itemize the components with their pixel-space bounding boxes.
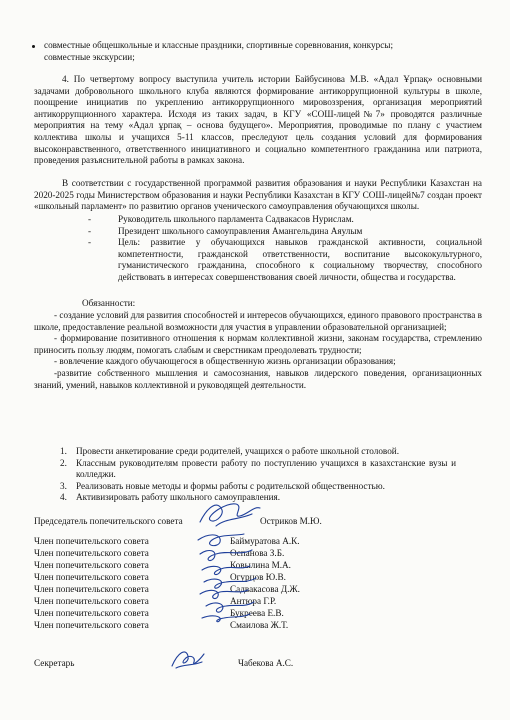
signature-secretary-icon — [168, 646, 208, 672]
duty-item: - создание условий для развития способностей и интересов обучающихся, единого правового пространства в школе, предоставление реальной возможности для участия в управлении образовательной организацией; — [34, 310, 482, 332]
duty-item: - формирование позитивного отношения к нормам коллективной жизни, законам государства, стремлению приносить пользу людям, помогать слабым и сверстникам преодолевать трудности; — [34, 333, 482, 355]
decision-item: 1. Провести анкетирование среди родителей, учащихся о работе школьной столовой. — [60, 446, 400, 456]
signature-row-secretary: Секретарь Чабекова А.С. — [34, 658, 294, 668]
duty-item: -развитие собственного мышления и самосознания, навыков лидерского поведения, организационных знаний, умений, навыков коллективной и руководящей деятельности. — [34, 367, 482, 390]
duties-block — [34, 310, 482, 391]
signature-row-member: Член попечительского совета Смаилова Ж.Т. — [34, 620, 289, 630]
bullet-item — [44, 40, 464, 52]
signature-row-member: Член попечительского совета Ковылина М.А. — [34, 560, 291, 570]
decision-item: 4. Активизировать работу школьного самоуправления. — [60, 492, 281, 503]
paragraph-parliament — [34, 178, 482, 213]
dash-list — [88, 214, 482, 284]
decisions-list — [60, 446, 456, 504]
dash-list-item: - Президент школьного самоуправления Амангельдина Аяулым — [88, 225, 363, 236]
signature-chair-icon — [196, 496, 266, 530]
bullet-dot-icon — [32, 45, 35, 48]
signature-row-member: Член попечительского совета Оспанова З.Б. — [34, 548, 285, 558]
duties-title: Обязанности: — [82, 298, 136, 308]
decision-item: 2. Классным руководителям провести работу по поступлению учащихся в казахстанские вузы и колледжи. — [60, 457, 456, 480]
signature-row-member: Член попечительского совета Букреева Е.В. — [34, 608, 284, 618]
paragraph-text: В соответствии с государственной программой развития образования и науки Республики Казахстан на 2020-2025 годы Министерством образования и науки Республики Казахстан в КГУ СОШ-лицей№7 создан проект «школьный парламент» по развитию органов ученического самоуправления обучающихся школы. — [34, 178, 482, 212]
signature-row-member: Член попечительского совета Антюра Г.Р. — [34, 596, 277, 606]
paragraph-text: 4. По четвертому вопросу выступила учитель истории Байбусинова М.В. «Адал Ұрпақ» основными задачами добровольного школьного клуба являются формирование антикоррупционной культуры в школе, поощрение инициатив по укреплению антикоррупционного мировоззрения, организация мероприятий антикоррупционного характера. Исходя из таких задач, в КГУ «СОШ-лицей№7» проводятся различные мероприятия на тему «Адал ұрпақ – основа будущего». Мероприятия, проводимые по плану с участием коллектива школы и учащихся 5-11 классов, преследуют цель создания условий для формирования высоконравственного, ответственного инициативного и социально компетентного гражданина или патриота, проведения разъяснительной работы в рамках закона. — [34, 74, 482, 166]
decision-item: 3. Реализовать новые методы и формы работы с родительской общественностью. — [60, 480, 385, 491]
bullet-text: совместные общешкольные и классные праздники, спортивные соревнования, конкурсы; — [44, 40, 393, 50]
signature-row-member: Член попечительского совета Садвакасова Д.Ж. — [34, 584, 300, 594]
duty-item: - вовлечение каждого обучающегося в общественную жизнь организации образования; — [54, 356, 396, 367]
dash-list-item: - Цель: развитие у обучающихся навыков гражданской активности, социальной компетентности, гражданской ответственности, воспитание высококультурного, гуманистического гражданина, способного к социальному творчеству, способного действовать в интересах совершенствования своей личности, общества и государства. — [88, 237, 482, 282]
signature-members-icon — [190, 530, 270, 626]
bullet-item — [44, 52, 464, 64]
signature-row-member: Член попечительского совета Баймуратова А.К. — [34, 536, 300, 546]
paragraph-item-4 — [34, 74, 482, 167]
signature-row-member: Член попечительского совета Огурцов Ю.В. — [34, 572, 286, 582]
signatory-role: Председатель попечительского совета — [34, 516, 183, 526]
signatory-name: Остриков М.Ю. — [260, 516, 322, 526]
bullet-text: совместные экскурсии; — [44, 52, 135, 62]
dash-list-item: - Руководитель школьного парламента Садвакасов Нурислам. — [88, 214, 354, 224]
